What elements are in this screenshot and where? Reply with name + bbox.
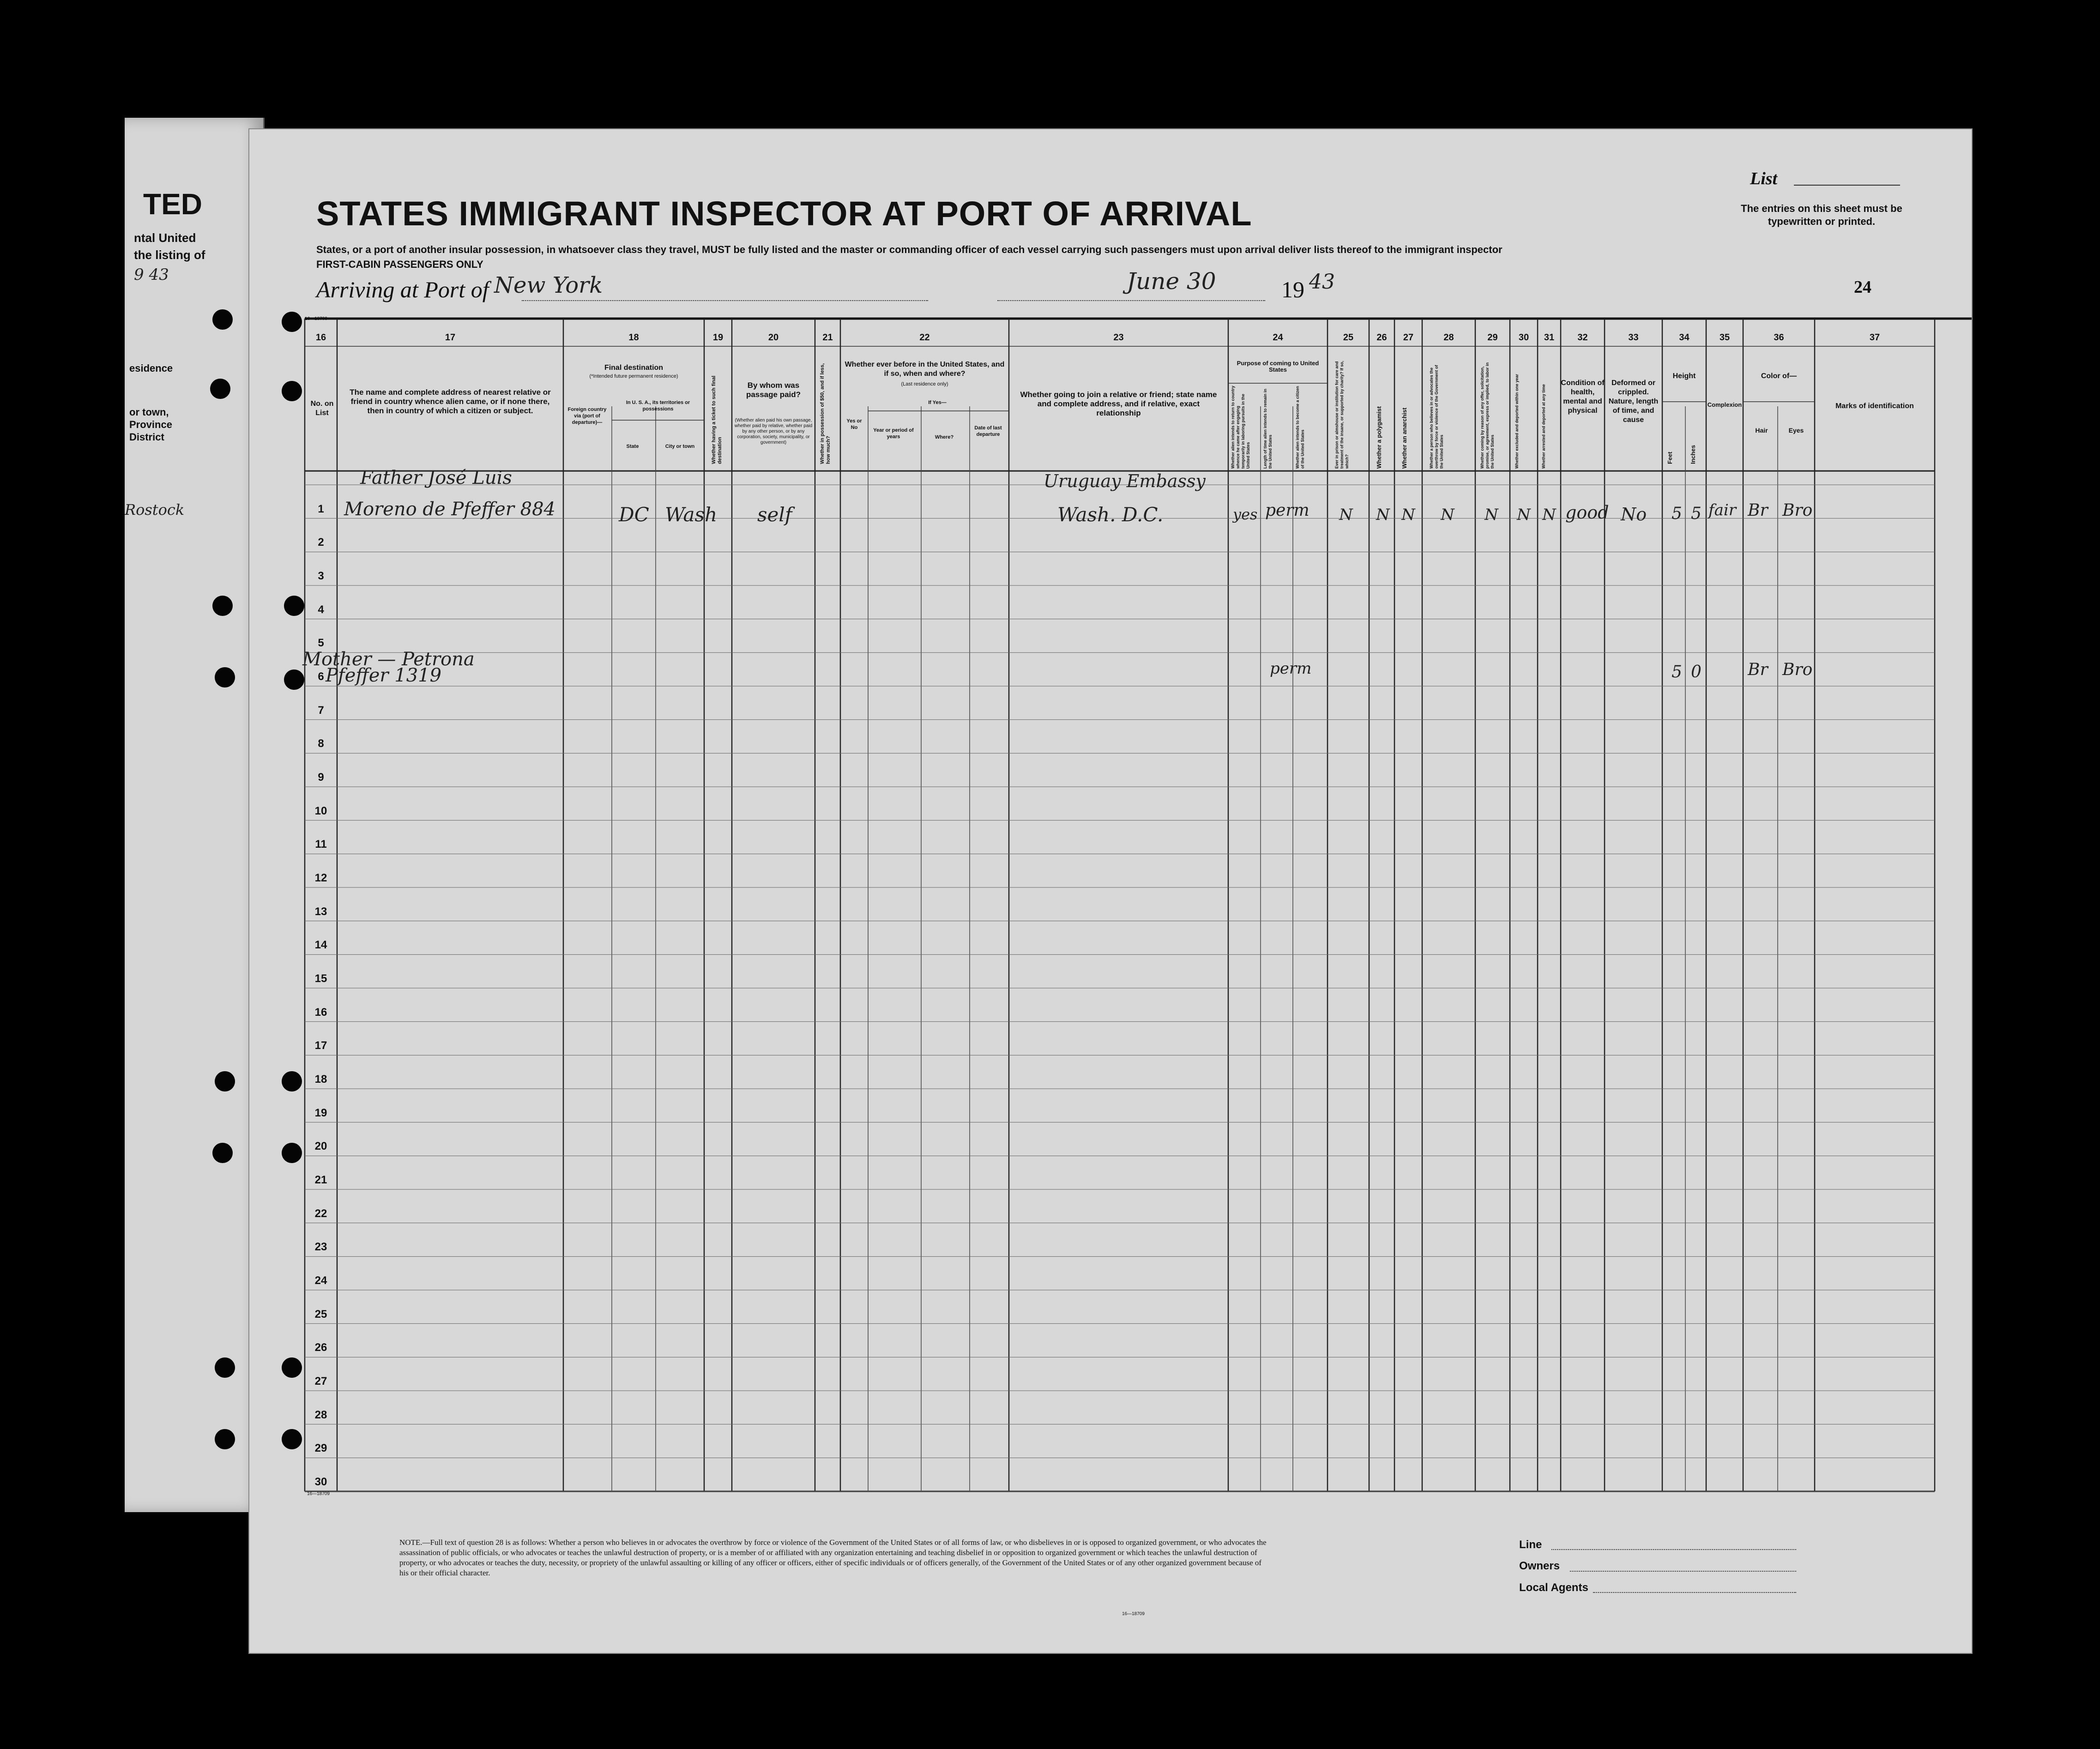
punch-hole xyxy=(282,381,302,401)
row1-q28: N xyxy=(1441,506,1454,524)
owners-rule xyxy=(1570,1571,1796,1572)
year-suffix: 43 xyxy=(1309,270,1335,294)
header-if-yes: If Yes— xyxy=(928,400,947,405)
left-district: District xyxy=(129,431,164,443)
punch-hole xyxy=(282,1357,302,1378)
row1-hair: Br xyxy=(1748,501,1768,520)
list-rule xyxy=(1794,185,1900,186)
row-number: 21 xyxy=(314,1174,327,1186)
agents-rule xyxy=(1593,1592,1796,1593)
row-number: 17 xyxy=(314,1039,327,1052)
punch-hole xyxy=(215,1429,235,1449)
list-label: List xyxy=(1750,169,1778,188)
left-line-1: ntal United xyxy=(134,231,196,245)
header-where: Where? xyxy=(935,434,954,440)
punch-hole xyxy=(284,669,304,690)
header-state: State xyxy=(626,444,639,449)
header-health: Condition of health, mental and physical xyxy=(1561,379,1605,415)
row6-inches: 0 xyxy=(1691,663,1702,682)
colnum-36: 36 xyxy=(1774,332,1784,343)
port-value: New York xyxy=(494,272,603,298)
header-polygamist: Whether a polygamist xyxy=(1376,406,1382,469)
year-prefix: 19 xyxy=(1281,277,1304,302)
row1-purpose: yes xyxy=(1233,506,1258,523)
header-foreign-country: Foreign country via (port of departure)— xyxy=(567,407,607,425)
row-number: 8 xyxy=(318,737,324,750)
header-complexion: Complexion xyxy=(1707,401,1742,408)
row-number: 16 xyxy=(314,1006,327,1019)
header-purpose-b: Length of time alien intends to remain in the United States xyxy=(1263,388,1273,469)
row-number: 27 xyxy=(314,1375,327,1387)
row1-eyes: Bro xyxy=(1782,501,1813,520)
row-number: 7 xyxy=(318,704,324,717)
row5-relative-line2: Pfeffer 1319 xyxy=(326,665,442,686)
row1-q26: N xyxy=(1376,506,1390,524)
header-ticket: Whether having a ticket to such final destination xyxy=(711,375,723,464)
line-label: Line xyxy=(1519,1538,1542,1551)
header-fifty-dollars: Whether in possession of $50, and if less, how much? xyxy=(820,363,831,464)
header-period: Year or period of years xyxy=(873,428,914,440)
header-passage-note: (Whether alien paid his own passage, whether paid by relative, whether paid by any other person, or by any corporation, society, municipality, or government) xyxy=(734,418,813,445)
punch-hole xyxy=(212,309,233,330)
row-number: 28 xyxy=(314,1408,327,1421)
row-number: 5 xyxy=(318,637,324,650)
row-number: 23 xyxy=(314,1241,327,1254)
footnote-question-28: NOTE.—Full text of question 28 is as follows: Whether a person who believes in or advocates the overthrow by force or violence of the Government of the United States or of all forms of law, or who disbelieves in or is opposed to organized government, or who advocates the assassination of public officials, or who advocates or teaches the unlawful destruction of property, or is a member of or affiliated with any organization entertaining and teaching disbelief in or opposition to organized government or which teaches the unlawful destruction of property, or who advocates or teaches the duty, necessity, or propriety of the unlawful assaulting or killing of any officer or officers, either of specific individuals or of officers generally, of the Government of the United States or of any other organized government because of his or their official character. xyxy=(399,1538,1267,1577)
row1-relative-line2: Moreno de Pfeffer 884 xyxy=(344,499,555,520)
row1-join-line1: Uruguay Embassy xyxy=(1044,471,1206,491)
page-title-fragment: TED xyxy=(143,187,202,221)
row1-feet: 5 xyxy=(1672,504,1682,523)
header-deformed: Deformed or crippled. Nature, length of time, and cause xyxy=(1608,379,1659,424)
header-joining-relative: Whether going to join a relative or friend; state name and complete address, and if relative, exact relationship xyxy=(1020,390,1217,417)
date-value: June 30 xyxy=(1127,268,1216,295)
row-number: 20 xyxy=(314,1140,327,1153)
row-number: 24 xyxy=(314,1274,327,1287)
colnum-24: 24 xyxy=(1273,332,1283,343)
row-number: 15 xyxy=(314,972,327,985)
cabin-class: FIRST-CABIN PASSENGERS ONLY xyxy=(316,259,483,270)
row-number: 19 xyxy=(314,1106,327,1119)
header-purpose-a: Whether alien intends to return to country whence he came after engaging temporarily in laboring pursuits in the United States xyxy=(1231,386,1250,469)
punch-hole xyxy=(215,1071,235,1092)
punch-hole xyxy=(282,312,302,332)
punch-hole xyxy=(284,596,304,616)
row-number: 29 xyxy=(314,1442,327,1455)
header-purpose: Purpose of coming to United States xyxy=(1237,360,1319,373)
row6-hair: Br xyxy=(1748,660,1768,679)
row-number: 13 xyxy=(314,905,327,918)
row-number: 6 xyxy=(318,670,324,683)
form-code-top: 16—18709 xyxy=(305,316,327,321)
owners-label: Owners xyxy=(1519,1560,1560,1572)
punch-hole xyxy=(215,1357,235,1378)
colnum-20: 20 xyxy=(768,332,779,343)
row1-complexion: fair xyxy=(1708,501,1736,519)
left-residence: esidence xyxy=(129,362,173,374)
row1-deformed: No xyxy=(1621,504,1647,525)
manifest-sheet xyxy=(249,129,1972,1653)
row-number: 4 xyxy=(318,603,324,616)
row-number: 12 xyxy=(314,872,327,884)
agents-label: Local Agents xyxy=(1519,1581,1588,1594)
page-title: STATES IMMIGRANT INSPECTOR AT PORT OF ARRIVAL xyxy=(316,194,1252,233)
row6-feet: 5 xyxy=(1672,663,1682,682)
row1-q27: N xyxy=(1401,506,1415,524)
row-number: 22 xyxy=(314,1207,327,1220)
header-nearest-relative: The name and complete address of nearest relative or friend in country whence alien came, or if none there, then in country of which a citizen or subject. xyxy=(350,388,551,415)
row6-length: perm xyxy=(1270,659,1312,678)
colnum-16: 16 xyxy=(315,332,326,343)
header-final-destination: Final destination xyxy=(604,364,664,372)
row-number: 18 xyxy=(314,1073,327,1086)
sheet-instructions: The entries on this sheet must be typewritten or printed. xyxy=(1741,203,1902,227)
row-number: 9 xyxy=(318,771,324,784)
colnum-31: 31 xyxy=(1544,332,1555,343)
row1-length: perm xyxy=(1265,501,1309,520)
header-height: Height xyxy=(1672,372,1696,380)
punch-hole xyxy=(212,1143,233,1163)
colnum-17: 17 xyxy=(445,332,456,343)
colnum-34: 34 xyxy=(1679,332,1690,343)
punch-hole xyxy=(212,596,233,616)
row-number: 25 xyxy=(314,1308,327,1321)
row5-relative-line1: Mother — Petrona xyxy=(302,649,475,670)
row6-eyes: Bro xyxy=(1782,660,1813,679)
row1-state: DC xyxy=(619,503,649,526)
header-passage-paid: By whom was passage paid? xyxy=(746,381,801,399)
row-number: 26 xyxy=(314,1341,327,1354)
punch-hole xyxy=(282,1071,302,1092)
header-hair: Hair xyxy=(1755,427,1768,434)
header-eyes: Eyes xyxy=(1788,427,1804,434)
row1-q31: N xyxy=(1542,506,1556,524)
left-hand-entry: Rostock xyxy=(125,501,185,519)
header-anarchist: Whether an anarchist xyxy=(1401,407,1408,469)
colnum-25: 25 xyxy=(1343,332,1354,343)
header-final-destination-note: (*Intended future permanent residence) xyxy=(589,374,678,379)
header-last-residence: (Last residence only) xyxy=(901,381,948,387)
header-arrested: Whether arrested and deported at any time xyxy=(1541,384,1546,469)
header-color-of: Color of— xyxy=(1761,372,1797,380)
header-inches: Inches xyxy=(1690,445,1696,464)
colnum-30: 30 xyxy=(1518,332,1529,343)
left-line-2: the listing of xyxy=(134,248,205,262)
colnum-18: 18 xyxy=(628,332,639,343)
date-rule xyxy=(997,300,1265,301)
header-purpose-c: Whether alien intends to become a citizen of the United States xyxy=(1295,386,1305,469)
row1-paid-by: self xyxy=(757,503,792,526)
colnum-26: 26 xyxy=(1376,332,1387,343)
row-number: 11 xyxy=(315,838,327,851)
ruling-grid xyxy=(249,129,1972,1653)
punch-hole xyxy=(215,667,235,688)
row1-relative-line1: Father José Luis xyxy=(360,467,512,489)
colnum-33: 33 xyxy=(1628,332,1639,343)
colnum-35: 35 xyxy=(1719,332,1730,343)
row-number: 1 xyxy=(318,502,324,515)
header-no-on-list: No. on List xyxy=(310,400,334,417)
row1-city: Wash xyxy=(665,503,718,526)
colnum-32: 32 xyxy=(1577,332,1588,343)
header-date-departure: Date of last departure xyxy=(974,425,1002,437)
port-rule xyxy=(522,300,928,301)
colnum-37: 37 xyxy=(1869,332,1880,343)
punch-hole xyxy=(210,379,230,399)
header-yes-no: Yes or No xyxy=(846,418,862,430)
line-rule xyxy=(1551,1549,1796,1550)
header-usa-territories: In U. S. A., its territories or possessions xyxy=(626,400,690,412)
row-number: 10 xyxy=(314,804,327,817)
row-number: 2 xyxy=(318,536,324,549)
row-number: 30 xyxy=(314,1476,327,1488)
header-prison: Ever in prison or almshouse or institution for care and treatment of the insane, or supported by charity? If so, which? xyxy=(1334,361,1349,469)
row1-q29: N xyxy=(1484,506,1498,524)
header-excluded: Whether excluded and deported within one year xyxy=(1515,374,1519,469)
row1-join-line2: Wash. D.C. xyxy=(1057,503,1164,526)
left-hand-year: 9 43 xyxy=(134,265,169,284)
row1-q30: N xyxy=(1517,506,1531,524)
left-province: Province xyxy=(129,419,172,430)
form-code-bottom: 16—18709 xyxy=(307,1491,330,1496)
header-city: City or town xyxy=(665,444,695,449)
header-labor-offer: Whether coming by reason of any offer, solicitation, promise, or agreement, express or implied, to labor in the United States xyxy=(1480,362,1495,469)
page-subtitle: States, or a port of another insular possession, in whatsoever class they travel, MUST be fully listed and the master or commanding officer of each vessel carrying such passengers must upon arrival deliver lists thereof to the immigrant inspector xyxy=(316,244,1503,255)
sheet-number: 24 xyxy=(1854,277,1871,297)
punch-hole xyxy=(282,1143,302,1163)
colnum-21: 21 xyxy=(822,332,833,343)
colnum-22: 22 xyxy=(919,332,930,343)
header-feet: Feet xyxy=(1666,452,1673,464)
arriving-label: Arriving at Port of xyxy=(316,277,489,302)
colnum-28: 28 xyxy=(1443,332,1454,343)
row-number: 3 xyxy=(318,570,324,582)
colnum-19: 19 xyxy=(712,332,724,343)
colnum-27: 27 xyxy=(1403,332,1414,343)
header-ever-before: Whether ever before in the United States, and if so, when and where? xyxy=(845,361,1005,378)
row-number: 14 xyxy=(314,939,327,952)
left-town: or town, xyxy=(129,406,169,418)
colnum-23: 23 xyxy=(1113,332,1124,343)
previous-page-edge xyxy=(125,118,265,1512)
row1-health: good xyxy=(1565,502,1609,523)
punch-hole xyxy=(282,1429,302,1449)
header-marks: Marks of identification xyxy=(1835,402,1914,410)
row1-inches: 5 xyxy=(1691,504,1702,523)
row1-q25: N xyxy=(1339,506,1353,524)
colnum-29: 29 xyxy=(1487,332,1498,343)
header-overthrow: Whether a person who believes in or advocates the overthrow by force or violence of the Government of the United States xyxy=(1429,365,1444,469)
form-code-footer: 16—18709 xyxy=(1122,1611,1145,1616)
